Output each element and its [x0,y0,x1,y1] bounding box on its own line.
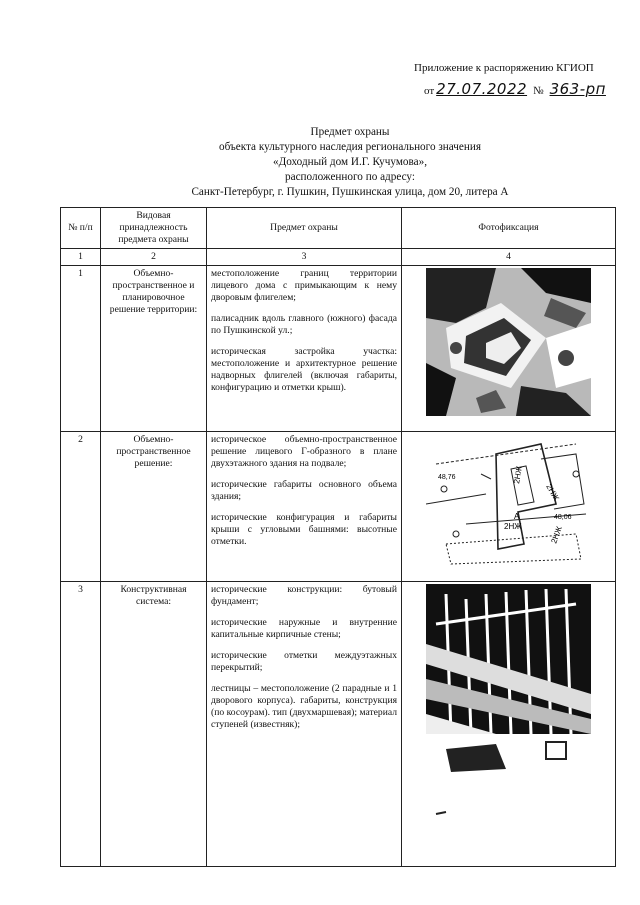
column-number-1: 1 [61,249,101,266]
subject-item: исторические отметки междуэтажных перекрытий; [211,650,397,673]
header-number: № п/п [61,208,101,249]
subject-item: историческая застройка участка: местоположение и архитектурное решение надворных флигелей (включая габариты, конфигурацию и отметки крыш). [211,346,397,393]
appendix-caption: Приложение к распоряжению КГИОП [414,62,594,74]
row-type: Конструктивная система: [101,582,207,867]
subject-item: палисадник вдоль главного (южного) фасада по Пушкинской ул.; [211,313,397,336]
header-type: Видовая принадлежность предмета охраны [101,208,207,249]
row-number: 1 [61,266,101,432]
table-row [61,582,616,867]
table-row [61,266,616,432]
subject-item: исторические конфигурация и габариты крыши с угловыми башнями: высотные отметки. [211,512,397,547]
subject-item: исторические габариты основного объема здания; [211,479,397,502]
row-subject [207,266,402,432]
subject-item: лестницы – местоположение (2 парадные и 1 дворового корпуса). габариты, конструкция (по косоурам). тип (двухмаршевая); материал ступеней (известняк); [211,683,397,730]
row-subject [207,432,402,582]
row-subject [207,582,402,867]
order-date: 27.07.2022 [436,80,528,98]
heading-line-2: объекта культурного наследия регионального значения [218,141,481,153]
column-number-2: 2 [101,249,207,266]
column-number-4: 4 [402,249,616,266]
row-number: 3 [61,582,101,867]
column-number-3: 3 [207,249,402,266]
row-type: Объемно-пространственное решение: [101,432,207,582]
heading-line-1: Предмет охраны [310,126,390,138]
row-type: Объемно-пространственное и планировочное решение территории: [101,266,207,432]
plan-label: 48,76 [438,474,456,481]
order-prefix: от [424,85,435,97]
staircase-photo [426,584,591,859]
subject-item: исторические наружные и внутренние капитальные кирпичные стены; [211,617,397,640]
heading-line-5: Санкт-Петербург, г. Пушкин, Пушкинская улица, дом 20, литера А [191,186,509,198]
subject-item: местоположение границ территории лицевого дома с примыкающим к нему дворовым флигелем; [211,268,397,303]
order-number: 363-рп [549,80,606,98]
row-photo [402,432,616,582]
plan-label: 2НЖ [512,465,525,485]
plan-label: 2НЖ [549,525,564,545]
header-photo: Фотофиксация [402,208,616,249]
heading-line-4: расположенного по адресу: [285,171,415,183]
plan-label: 48,06 [554,514,572,521]
row-number: 2 [61,432,101,582]
plan-label: А [514,512,520,521]
row-photo [402,582,616,867]
plan-label: 2НЖ [504,522,522,531]
protection-subject-table [60,207,616,867]
header-subject: Предмет охраны [207,208,402,249]
heading-line-3: «Доходный дом И.Г. Кучумова», [272,156,428,168]
subject-item: исторические конструкции: бутовый фундамент; [211,584,397,607]
document-heading [160,125,540,200]
order-number-label: № [533,85,544,97]
subject-item: историческое объемно-пространственное решение лицевого Г-образного в плане двухэтажного здания на подвале; [211,434,397,469]
row-photo [402,266,616,432]
site-plan-drawing [426,434,591,566]
table-row [61,432,616,582]
aerial-photo [426,268,591,416]
plan-label: 2НЖ [544,482,561,503]
order-reference [424,80,606,98]
